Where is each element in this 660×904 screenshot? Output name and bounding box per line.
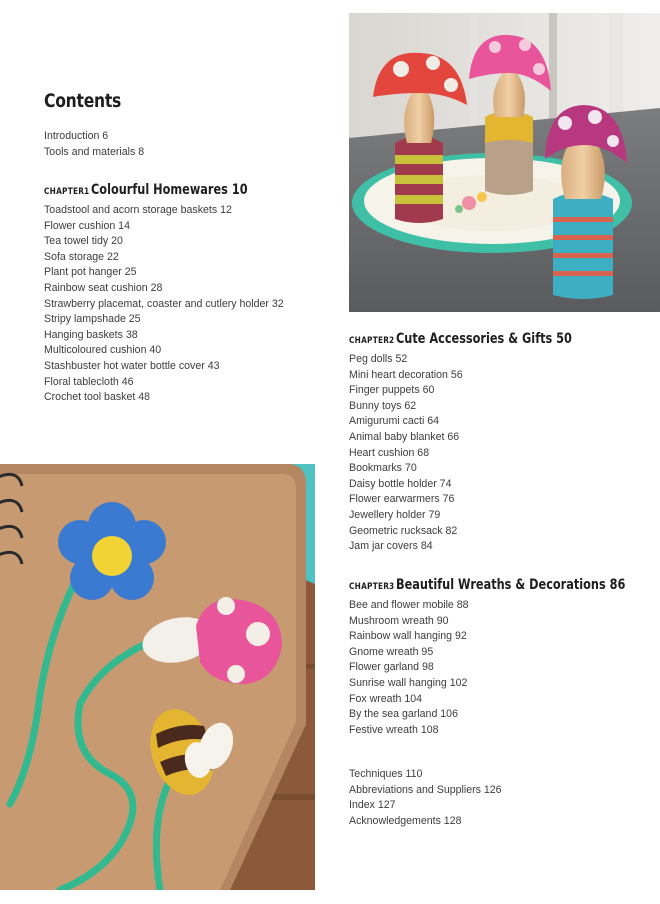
toc-entry[interactable]: Crochet tool basket 48 [44, 391, 150, 404]
toc-entry[interactable]: Hanging baskets 38 [44, 328, 138, 341]
chapter-3-heading[interactable] [349, 576, 660, 594]
chapter-3-list [349, 598, 660, 738]
chapter-3-section [349, 576, 660, 738]
chapter-number: 1 [84, 187, 90, 197]
toc-entry[interactable]: Mini heart decoration 56 [349, 368, 463, 381]
chapter-2-list [349, 352, 622, 555]
toc-entry[interactable]: Toadstool and acorn storage baskets 12 [44, 204, 232, 216]
toc-entry[interactable]: Animal baby blanket 66 [349, 430, 460, 443]
toc-entry[interactable]: Bunny toys 62 [349, 399, 417, 412]
chapter-title: Cute Accessories & Gifts 50 [396, 331, 572, 347]
toc-entry[interactable]: Sunrise wall hanging 102 [349, 676, 468, 689]
toc-entry[interactable]: Flower earwarmers 76 [349, 493, 455, 506]
toc-entry[interactable]: Floral tablecloth 46 [44, 375, 134, 388]
page-title: Contents [44, 90, 122, 112]
toc-entry[interactable]: Strawberry placemat, coaster and cutlery holder 32 [44, 297, 284, 310]
chapter-2-heading[interactable] [349, 330, 622, 348]
toc-entry[interactable]: Multicoloured cushion 40 [44, 344, 162, 357]
toc-entry[interactable]: Peg dolls 52 [349, 353, 408, 365]
chapter-2-section [349, 330, 622, 555]
toc-entry[interactable]: Mushroom wreath 90 [349, 614, 449, 627]
chapter-label: CHAPTER [44, 187, 85, 197]
toc-entry[interactable]: Rainbow seat cushion 28 [44, 281, 163, 294]
toc-entry[interactable]: Gnome wreath 95 [349, 645, 434, 658]
chapter-label: CHAPTER [349, 582, 390, 592]
chapter-title: Beautiful Wreaths & Decorations 86 [396, 577, 626, 593]
toc-entry[interactable]: Finger puppets 60 [349, 384, 435, 397]
chapter-1-list [44, 203, 292, 406]
toc-entry[interactable]: By the sea garland 106 [349, 708, 458, 721]
toc-entry[interactable]: Fox wreath 104 [349, 692, 423, 705]
bookmarks-photo [0, 464, 315, 890]
toc-entry[interactable]: Flower cushion 14 [44, 219, 130, 232]
toc-entry[interactable]: Stashbuster hot water bottle cover 43 [44, 359, 220, 372]
peg-dolls-photo [349, 13, 660, 312]
toc-entry[interactable]: Jam jar covers 84 [349, 540, 433, 553]
toc-entry[interactable]: Daisy bottle holder 74 [349, 477, 452, 490]
toc-entry[interactable]: Tools and materials 8 [44, 145, 145, 158]
toc-entry[interactable]: Festive wreath 108 [349, 723, 439, 736]
toc-entry[interactable]: Tea towel tidy 20 [44, 235, 123, 248]
toc-entry[interactable]: Stripy lampshade 25 [44, 313, 141, 326]
toc-entry[interactable]: Plant pot hanger 25 [44, 266, 137, 279]
chapter-title: Colourful Homewares 10 [91, 182, 248, 198]
toc-entry[interactable]: Abbreviations and Suppliers 126 [349, 783, 502, 796]
toc-entry[interactable]: Index 127 [349, 799, 396, 812]
intro-list [44, 129, 144, 160]
toc-entry[interactable]: Acknowledgements 128 [349, 814, 462, 827]
toc-entry[interactable]: Jewellery holder 79 [349, 508, 441, 521]
chapter-number: 3 [389, 582, 395, 592]
chapter-1-section [44, 181, 292, 406]
toc-entry[interactable]: Bookmarks 70 [349, 462, 417, 475]
toc-entry[interactable]: Bee and flower mobile 88 [349, 599, 469, 611]
chapter-1-heading[interactable] [44, 181, 292, 199]
back-matter-list [349, 767, 502, 829]
toc-entry[interactable]: Geometric rucksack 82 [349, 524, 458, 537]
toc-entry[interactable]: Introduction 6 [44, 130, 109, 142]
chapter-label: CHAPTER [349, 336, 390, 346]
toc-entry[interactable]: Rainbow wall hanging 92 [349, 630, 467, 643]
toc-entry[interactable]: Sofa storage 22 [44, 250, 119, 263]
toc-entry[interactable]: Techniques 110 [349, 768, 423, 780]
toc-entry[interactable]: Heart cushion 68 [349, 446, 430, 459]
chapter-number: 2 [389, 336, 395, 346]
toc-entry[interactable]: Amigurumi cacti 64 [349, 415, 440, 428]
toc-entry[interactable]: Flower garland 98 [349, 661, 434, 674]
